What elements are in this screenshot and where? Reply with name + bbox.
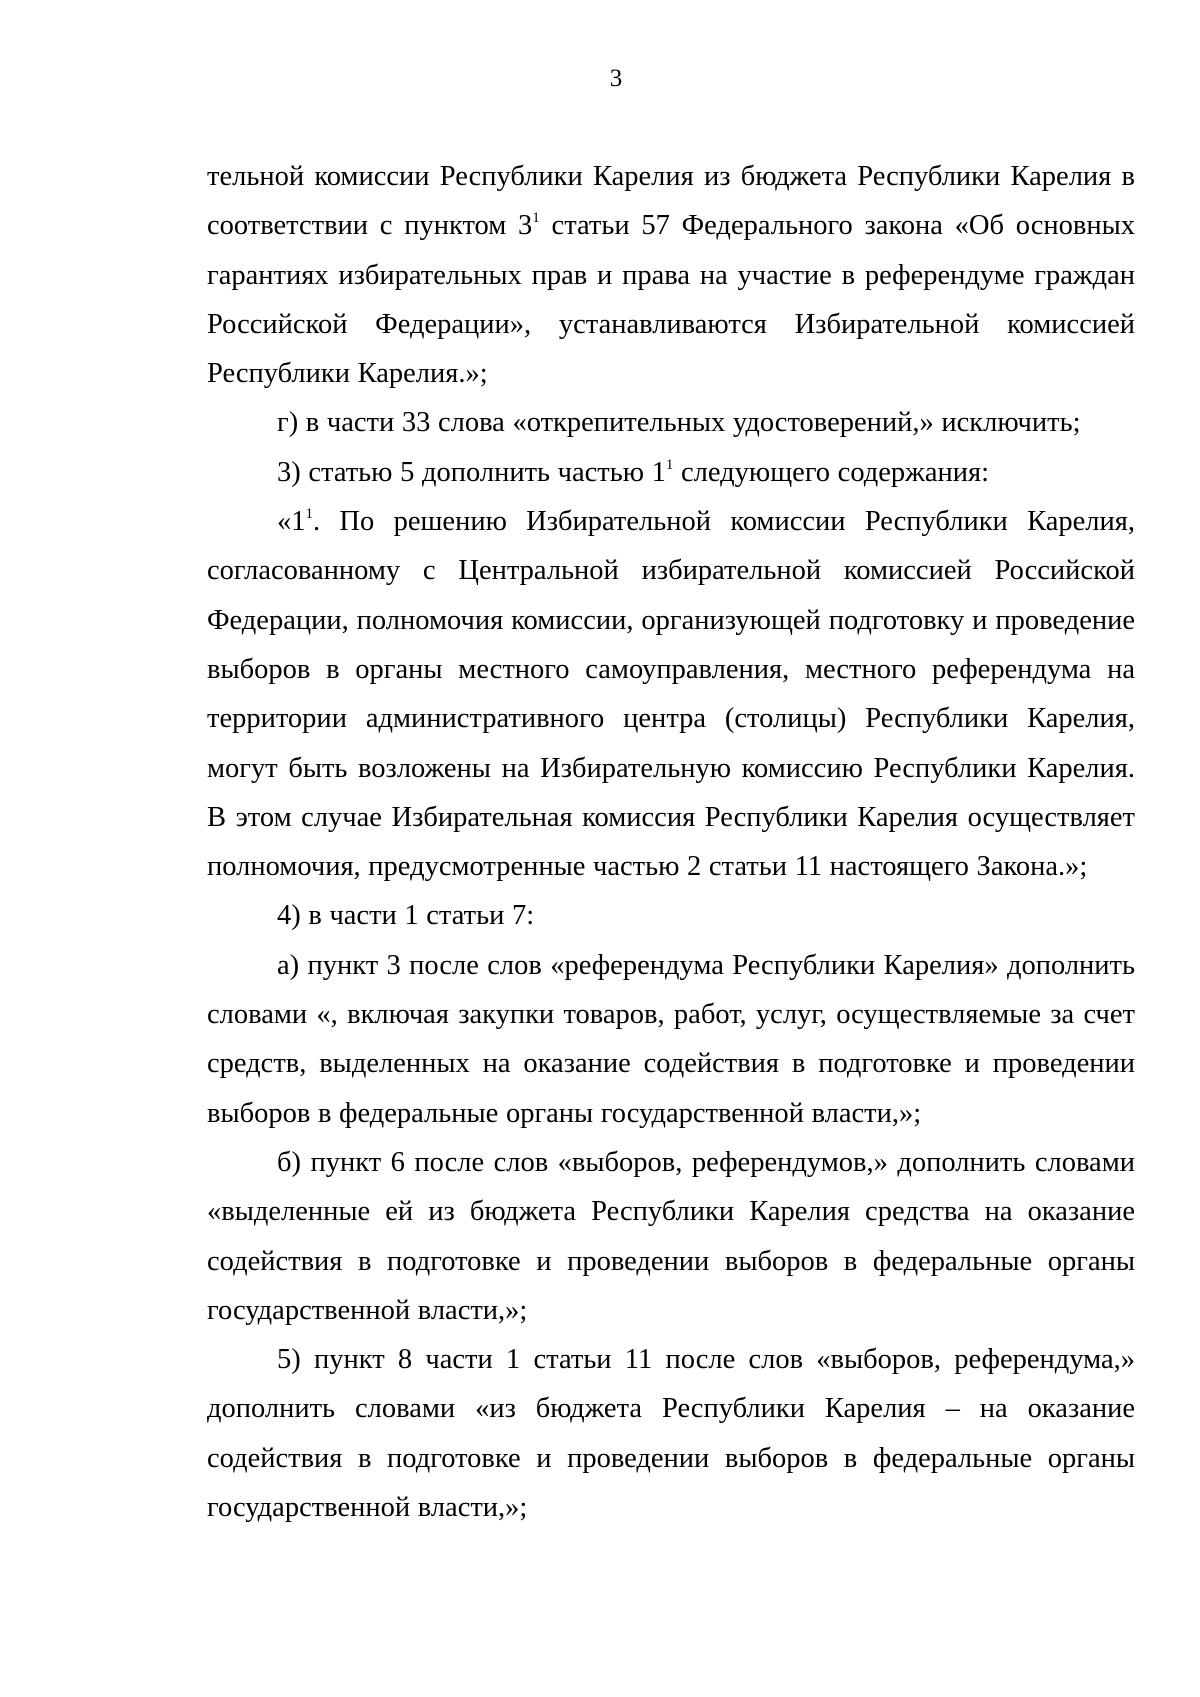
page-number: 3 xyxy=(609,65,623,92)
paragraph-quoted-part xyxy=(207,497,1135,891)
superscript-marker: 1 xyxy=(532,210,540,227)
text-fragment: статьи 57 Федерального закона «Об основных гарантиях избирательных прав и права на участие в референдуме граждан Российской Федерации», устанавливаются Избирательной комиссией Республики Карелия.»; xyxy=(207,210,1135,390)
text-fragment: . По решению Избирательной комиссии Республики Карелия, согласованному с Центральной избирательной комиссией Российской Федерации, полномочия комиссии, организующей подготовку и проведение выборов в органы местного самоуправления, местного референдума на территории административного центра (столицы) Республики Карелия, могут быть возложены на Избирательную комиссию Республики Карелия. В этом случае Избирательная комиссия Республики Карелия осуществляет полномочия, предусмотренные частью 2 статьи 11 настоящего Закона.»; xyxy=(207,506,1135,883)
superscript-marker: 1 xyxy=(665,456,674,473)
paragraph-item-4 xyxy=(207,891,1135,940)
text-fragment: а) пункт 3 после слов «референдума Республики Карелия» дополнить словами «, включая закупки товаров, работ, услуг, осуществляемые за счет средств, выделенных на оказание содействия в подготовке и проведении выборов в федеральные органы государственной власти,»; xyxy=(207,949,1135,1129)
text-fragment: 4) в части 1 статьи 7: xyxy=(277,900,535,932)
text-fragment: тельной комиссии Республики Карелия из бюджета Республики Карелия в соответствии с пунктом 3 xyxy=(207,161,1135,242)
paragraph-item-3 xyxy=(207,448,1135,497)
text-fragment: «1 xyxy=(277,506,306,538)
text-fragment: б) пункт 6 после слов «выборов, референдумов,» дополнить словами «выделенные ей из бюджета Республики Карелия средства на оказание содействия в подготовке и проведении выборов в федеральные органы государственной власти,»; xyxy=(207,1146,1135,1326)
text-fragment: 5) пункт 8 части 1 статьи 11 после слов «выборов, референдума,» дополнить словами «из бюджета Республики Карелия – на оказание содействия в подготовке и проведении выборов в федеральные органы государственной власти,»; xyxy=(207,1344,1135,1524)
paragraph-continuation xyxy=(207,152,1135,398)
paragraph-item-a xyxy=(207,941,1135,1138)
paragraph-item-5 xyxy=(207,1335,1135,1532)
document-body xyxy=(207,152,1135,1532)
text-fragment: следующего содержания: xyxy=(673,456,990,488)
text-fragment: г) в части 33 слова «открепительных удостоверений,» исключить; xyxy=(277,407,1081,439)
superscript-marker: 1 xyxy=(305,506,313,523)
paragraph-item-b xyxy=(207,1138,1135,1335)
text-fragment: 3) статью 5 дополнить частью 1 xyxy=(277,456,666,488)
paragraph-item-g xyxy=(207,398,1135,447)
